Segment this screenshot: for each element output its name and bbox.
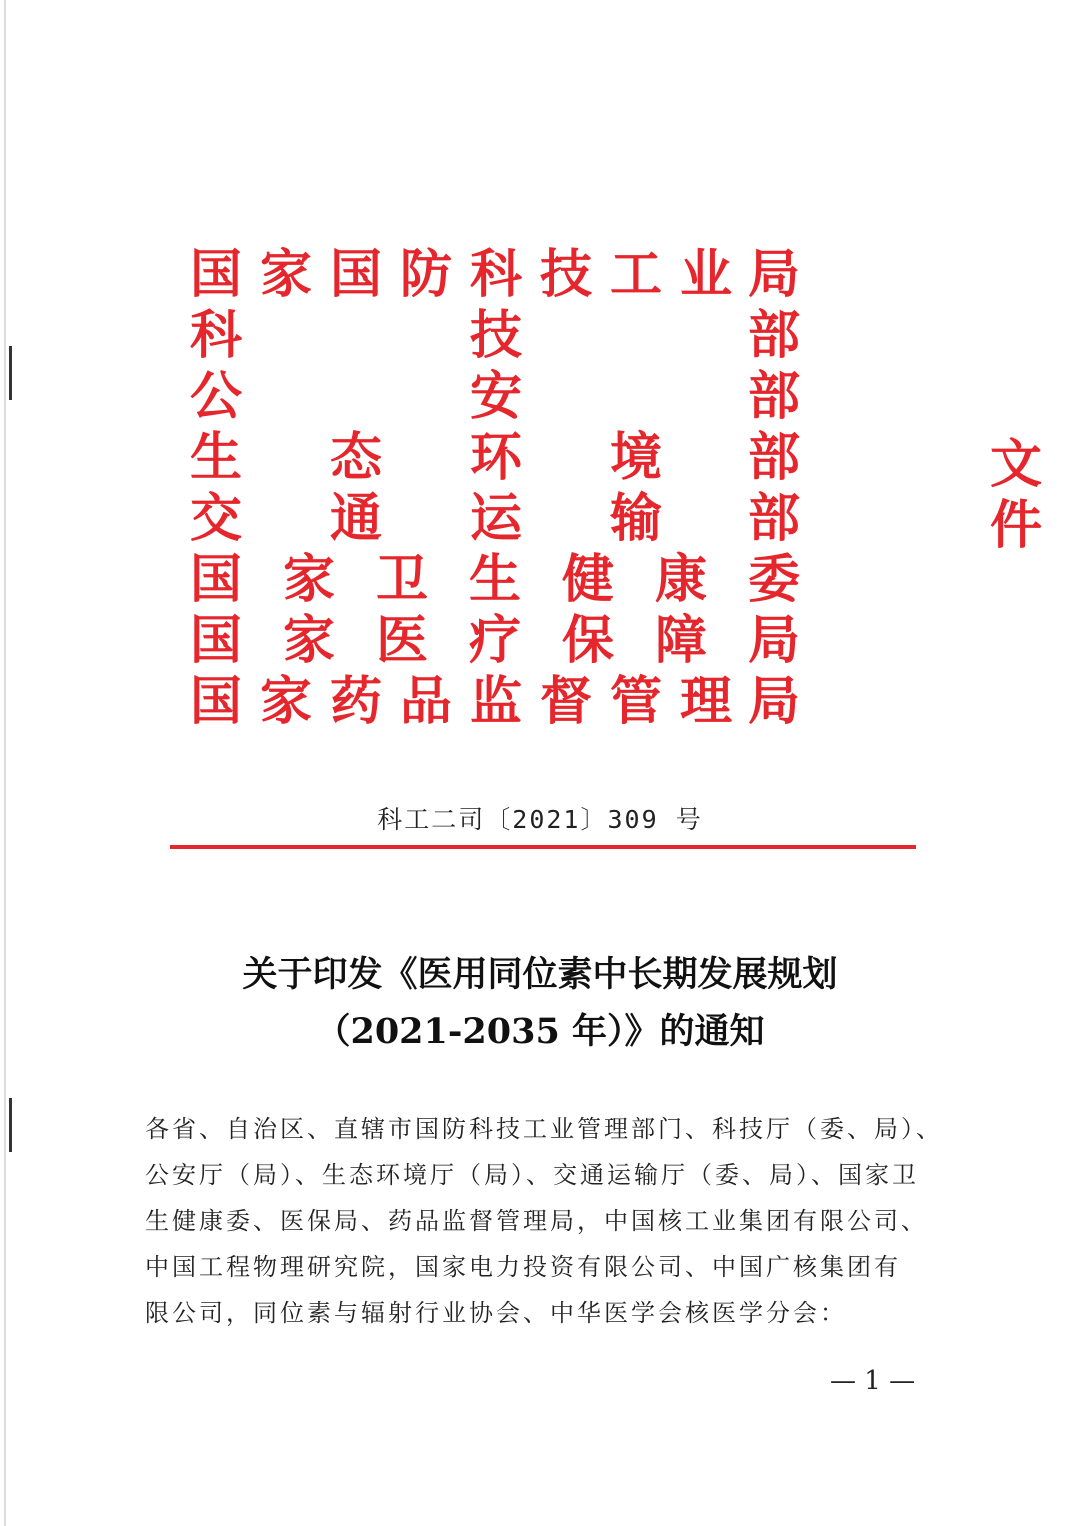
- header-char: 科: [190, 305, 243, 366]
- header-char: 通: [330, 488, 383, 549]
- binding-mark-bottom: [9, 1098, 12, 1152]
- header-char: 部: [748, 427, 801, 488]
- agency-row: [190, 427, 910, 488]
- header-char: 局: [748, 610, 801, 671]
- header-char: 委: [748, 549, 801, 610]
- header-char: 局: [748, 244, 801, 305]
- page-number: — 1 —: [830, 1366, 916, 1396]
- header-char: 国: [190, 610, 243, 671]
- header-char: 管: [610, 671, 663, 732]
- header-char: 运: [470, 488, 523, 549]
- body-line: 限公司，同位素与辐射行业协会、中华医学会核医学分会：: [145, 1299, 847, 1327]
- header-char: 健: [562, 549, 615, 610]
- header-char: 家: [283, 549, 336, 610]
- header-char: 交: [190, 488, 243, 549]
- header-char: 技: [540, 244, 593, 305]
- agency-row: [190, 244, 910, 305]
- red-divider-line: [170, 845, 916, 849]
- agency-row: [190, 610, 910, 671]
- header-char: 部: [748, 366, 801, 427]
- binding-mark-top: [9, 346, 12, 400]
- header-char: 家: [260, 244, 313, 305]
- header-char: 技: [470, 305, 523, 366]
- issuing-agencies-header: [190, 244, 1045, 732]
- header-char: 康: [655, 549, 708, 610]
- header-char: 国: [190, 671, 243, 732]
- header-char: 局: [748, 671, 801, 732]
- agency-row: [190, 671, 910, 732]
- header-char: 环: [470, 427, 523, 488]
- header-char: 家: [260, 671, 313, 732]
- header-char: 国: [190, 244, 243, 305]
- header-char: 公: [190, 366, 243, 427]
- header-char: 国: [330, 244, 383, 305]
- header-char: 部: [748, 488, 801, 549]
- body-line: 中国工程物理研究院，国家电力投资有限公司、中国广核集团有: [145, 1253, 901, 1281]
- header-char: 国: [190, 549, 243, 610]
- agency-row: [190, 549, 910, 610]
- document-number: 科工二司〔2021〕309 号: [377, 805, 703, 834]
- header-suffix-wenjian: 文件: [990, 434, 1045, 556]
- header-char: 疗: [469, 610, 522, 671]
- header-char: 境: [610, 427, 663, 488]
- header-char: 业: [680, 244, 733, 305]
- header-char: 卫: [376, 549, 429, 610]
- body-line: 公安厅（局）、生态环境厅（局）、交通运输厅（委、局）、国家卫: [145, 1161, 919, 1189]
- header-char: 品: [400, 671, 453, 732]
- header-char: 督: [540, 671, 593, 732]
- header-char: 生: [190, 427, 243, 488]
- header-char: 输: [610, 488, 663, 549]
- body-line: 生健康委、医保局、药品监督管理局，中国核工业集团有限公司、: [145, 1207, 928, 1235]
- header-char: 防: [400, 244, 453, 305]
- header-char: 药: [330, 671, 383, 732]
- agency-row: [190, 488, 910, 549]
- document-title-line-2: （2021-2035 年）》的通知: [315, 1011, 765, 1052]
- header-char: 科: [470, 244, 523, 305]
- header-char: 医: [376, 610, 429, 671]
- header-char: 监: [470, 671, 523, 732]
- header-char: 障: [655, 610, 708, 671]
- header-char: 保: [562, 610, 615, 671]
- header-char: 安: [470, 366, 523, 427]
- header-char: 部: [748, 305, 801, 366]
- addressee-paragraph: [145, 1106, 953, 1336]
- agency-row: [190, 366, 910, 427]
- header-char: 生: [469, 549, 522, 610]
- header-char: 理: [680, 671, 733, 732]
- body-line: 各省、自治区、直辖市国防科技工业管理部门、科技厅（委、局）、: [145, 1115, 943, 1143]
- header-char: 态: [330, 427, 383, 488]
- header-char: 家: [283, 610, 336, 671]
- header-char: 工: [610, 244, 663, 305]
- agency-row: [190, 305, 910, 366]
- document-title-line-1: 关于印发《医用同位素中长期发展规划: [242, 954, 838, 995]
- page-edge: [4, 0, 6, 1526]
